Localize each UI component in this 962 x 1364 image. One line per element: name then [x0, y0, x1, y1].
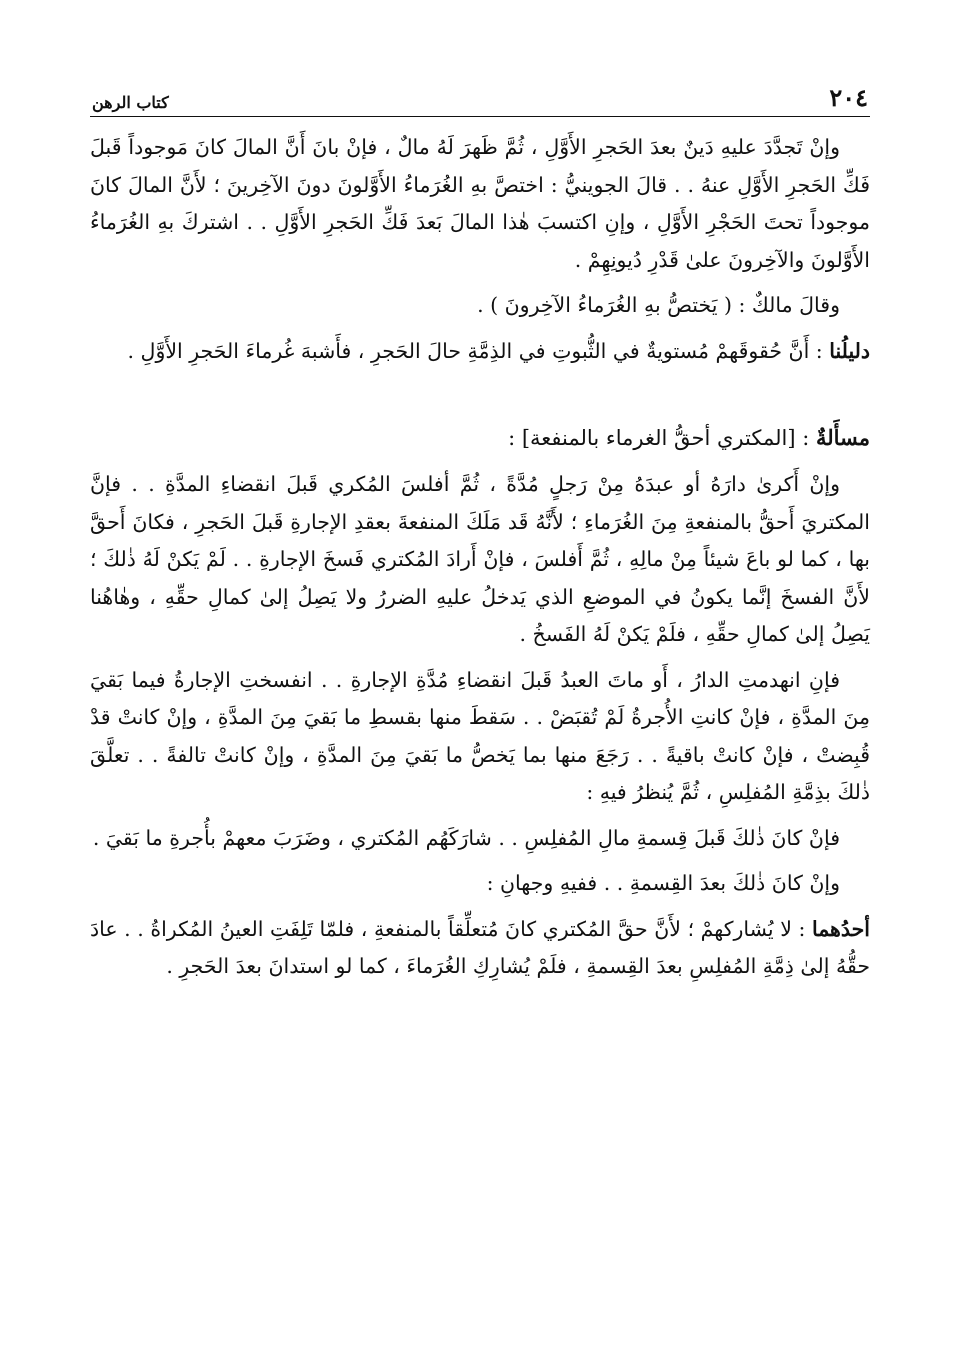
page-number: ٢٠٤	[829, 83, 868, 112]
paragraph-first-view: أحدُهما : لا يُشاركهمْ ؛ لأَنَّ حقَّ المُكتري كانَ مُتعلِّقاً بالمنفعةِ ، فلمّا تَلِفَتِ العينُ المُكراةُ . . عادَ حقُّهُ إلىٰ ذِمَّةِ المُفلِسِ بعدَ القِسمةِ ، فلَمْ يُشارِكِ الغُرَماءَ ، كما لو استدانَ بعدَ الحَجرِ .	[90, 916, 870, 978]
lead-word: أحدُهما	[811, 916, 870, 941]
paragraph: وإنْ كانَ ذٰلكَ بعدَ القِسمةِ . . ففيهِ وجهانِ :	[486, 871, 840, 895]
paragraph: وإنْ تَجدَّدَ عليهِ دَينٌ بعدَ الحَجرِ الأَوَّلِ ، ثُمَّ ظَهرَ لَهُ مالٌ ، فإنْ بانَ أَنَّ المالَ كانَ مَوجوداً قَبلَ فَكِّ الحَجرِ الأَوَّلِ عنهُ . . قالَ الجوينيُّ : اختصَّ بهِ الغُرَماءُ الأَوَّلونَ دونَ الآخِرينَ ؛ لأَنَّ المالَ كانَ موجوداً تحتَ الحَجْرِ الأَوَّلِ ، وإنِ اكتسبَ هٰذا المالَ بَعدَ فَكِّ الحَجرِ الأَوَّلِ . . اشتركَ بهِ الغُرَماءُ الأَوَّلونَ والآخِرونَ علىٰ قَدْرِ دُيونِهِمْ .	[90, 135, 870, 272]
paragraph: فإنِ انهدمتِ الدارُ ، أَو ماتَ العبدُ قَبلَ انقضاءِ مُدَّةِ الإجارةِ . . انفسختِ الإجارةُ فيما بَقيَ مِنَ المدَّةِ ، فإنْ كانتِ الأُجرةُ لَمْ تُقبَضْ . . سَقطَ منها بقسطِ ما بَقيَ مِنَ المدَّةِ ، وإنْ كانتْ قدْ قُبِضتْ ، فإنْ كانتْ باقيةً . . رَجَعَ منها بما يَخصُّ ما بَقيَ مِنَ المدَّةِ ، وإنْ كانتْ تالفةً . . تعلَّقَ ذٰلكَ بذِمَّةِ المُفلِسِ ، ثُمَّ يُنظرُ فيهِ :	[90, 667, 870, 804]
paragraph: فإنْ كانَ ذٰلكَ قَبلَ قِسمةِ مالِ المُفلِسِ . . شارَكَهُم المُكتري ، وضَرَبَ معهمْ بأُجرةِ ما بَقيَ .	[92, 825, 840, 850]
paragraph: وإنْ أَكرىٰ دارَهُ أو عبدَهُ مِنْ رَجلٍ مُدَّةً ، ثُمَّ أفلسَ المُكري قَبلَ انقضاءِ المدَّةِ . . فإنَّ المكتريَ أَحقُّ بالمنفعةِ مِنَ الغُرَماءِ ؛ لأَنَّهُ قَد مَلَكَ المنفعةَ بعقدِ الإجارةِ قَبلَ الحَجرِ ، فكانَ أَحقَّ بها ، كما لو باعَ شيئاً مِنْ مالِهِ ، ثُمَّ أَفلسَ ، فإنْ أَرادَ المُكتري فَسخَ الإجارةِ . . لَمْ يَكنْ لَهُ ذٰلكَ ؛ لأَنَّ الفسخَ إنَّما يكونُ في الموضعِ الذي يَدخلُ عليهِ الضررُ ولا يَصِلُ إلىٰ كمالِ حقِّهِ ، وهٰاهُنا يَصِلُ إلىٰ كمالِ حقِّهِ ، فلَمْ يَكنْ لَهُ الفَسخُ .	[90, 472, 870, 646]
page-header	[90, 78, 870, 117]
body-text	[90, 129, 870, 986]
running-title: كتاب الرهن	[92, 93, 169, 112]
issue-label: مسأَلةٌ	[815, 425, 870, 450]
issue-heading	[90, 418, 870, 458]
document-page	[90, 78, 870, 994]
section-spacer	[90, 378, 870, 418]
paragraph-evidence: دليلُنا : أَنَّ حُقوقَهمْ مُستويةٌ في الثُّبوتِ في الذِمَّةِ حالَ الحَجرِ ، فأَشبهَ غُرماءَ الحَجرِ الأَوَّلِ .	[127, 338, 870, 363]
lead-word: دليلُنا	[829, 338, 870, 363]
paragraph: وقالَ مالكٌ : ( يَختصُّ بهِ الغُرَماءُ الآخِرونَ ) .	[477, 293, 840, 317]
issue-title: : [المكتري أحقُّ الغرماء بالمنفعة] :	[508, 426, 816, 450]
